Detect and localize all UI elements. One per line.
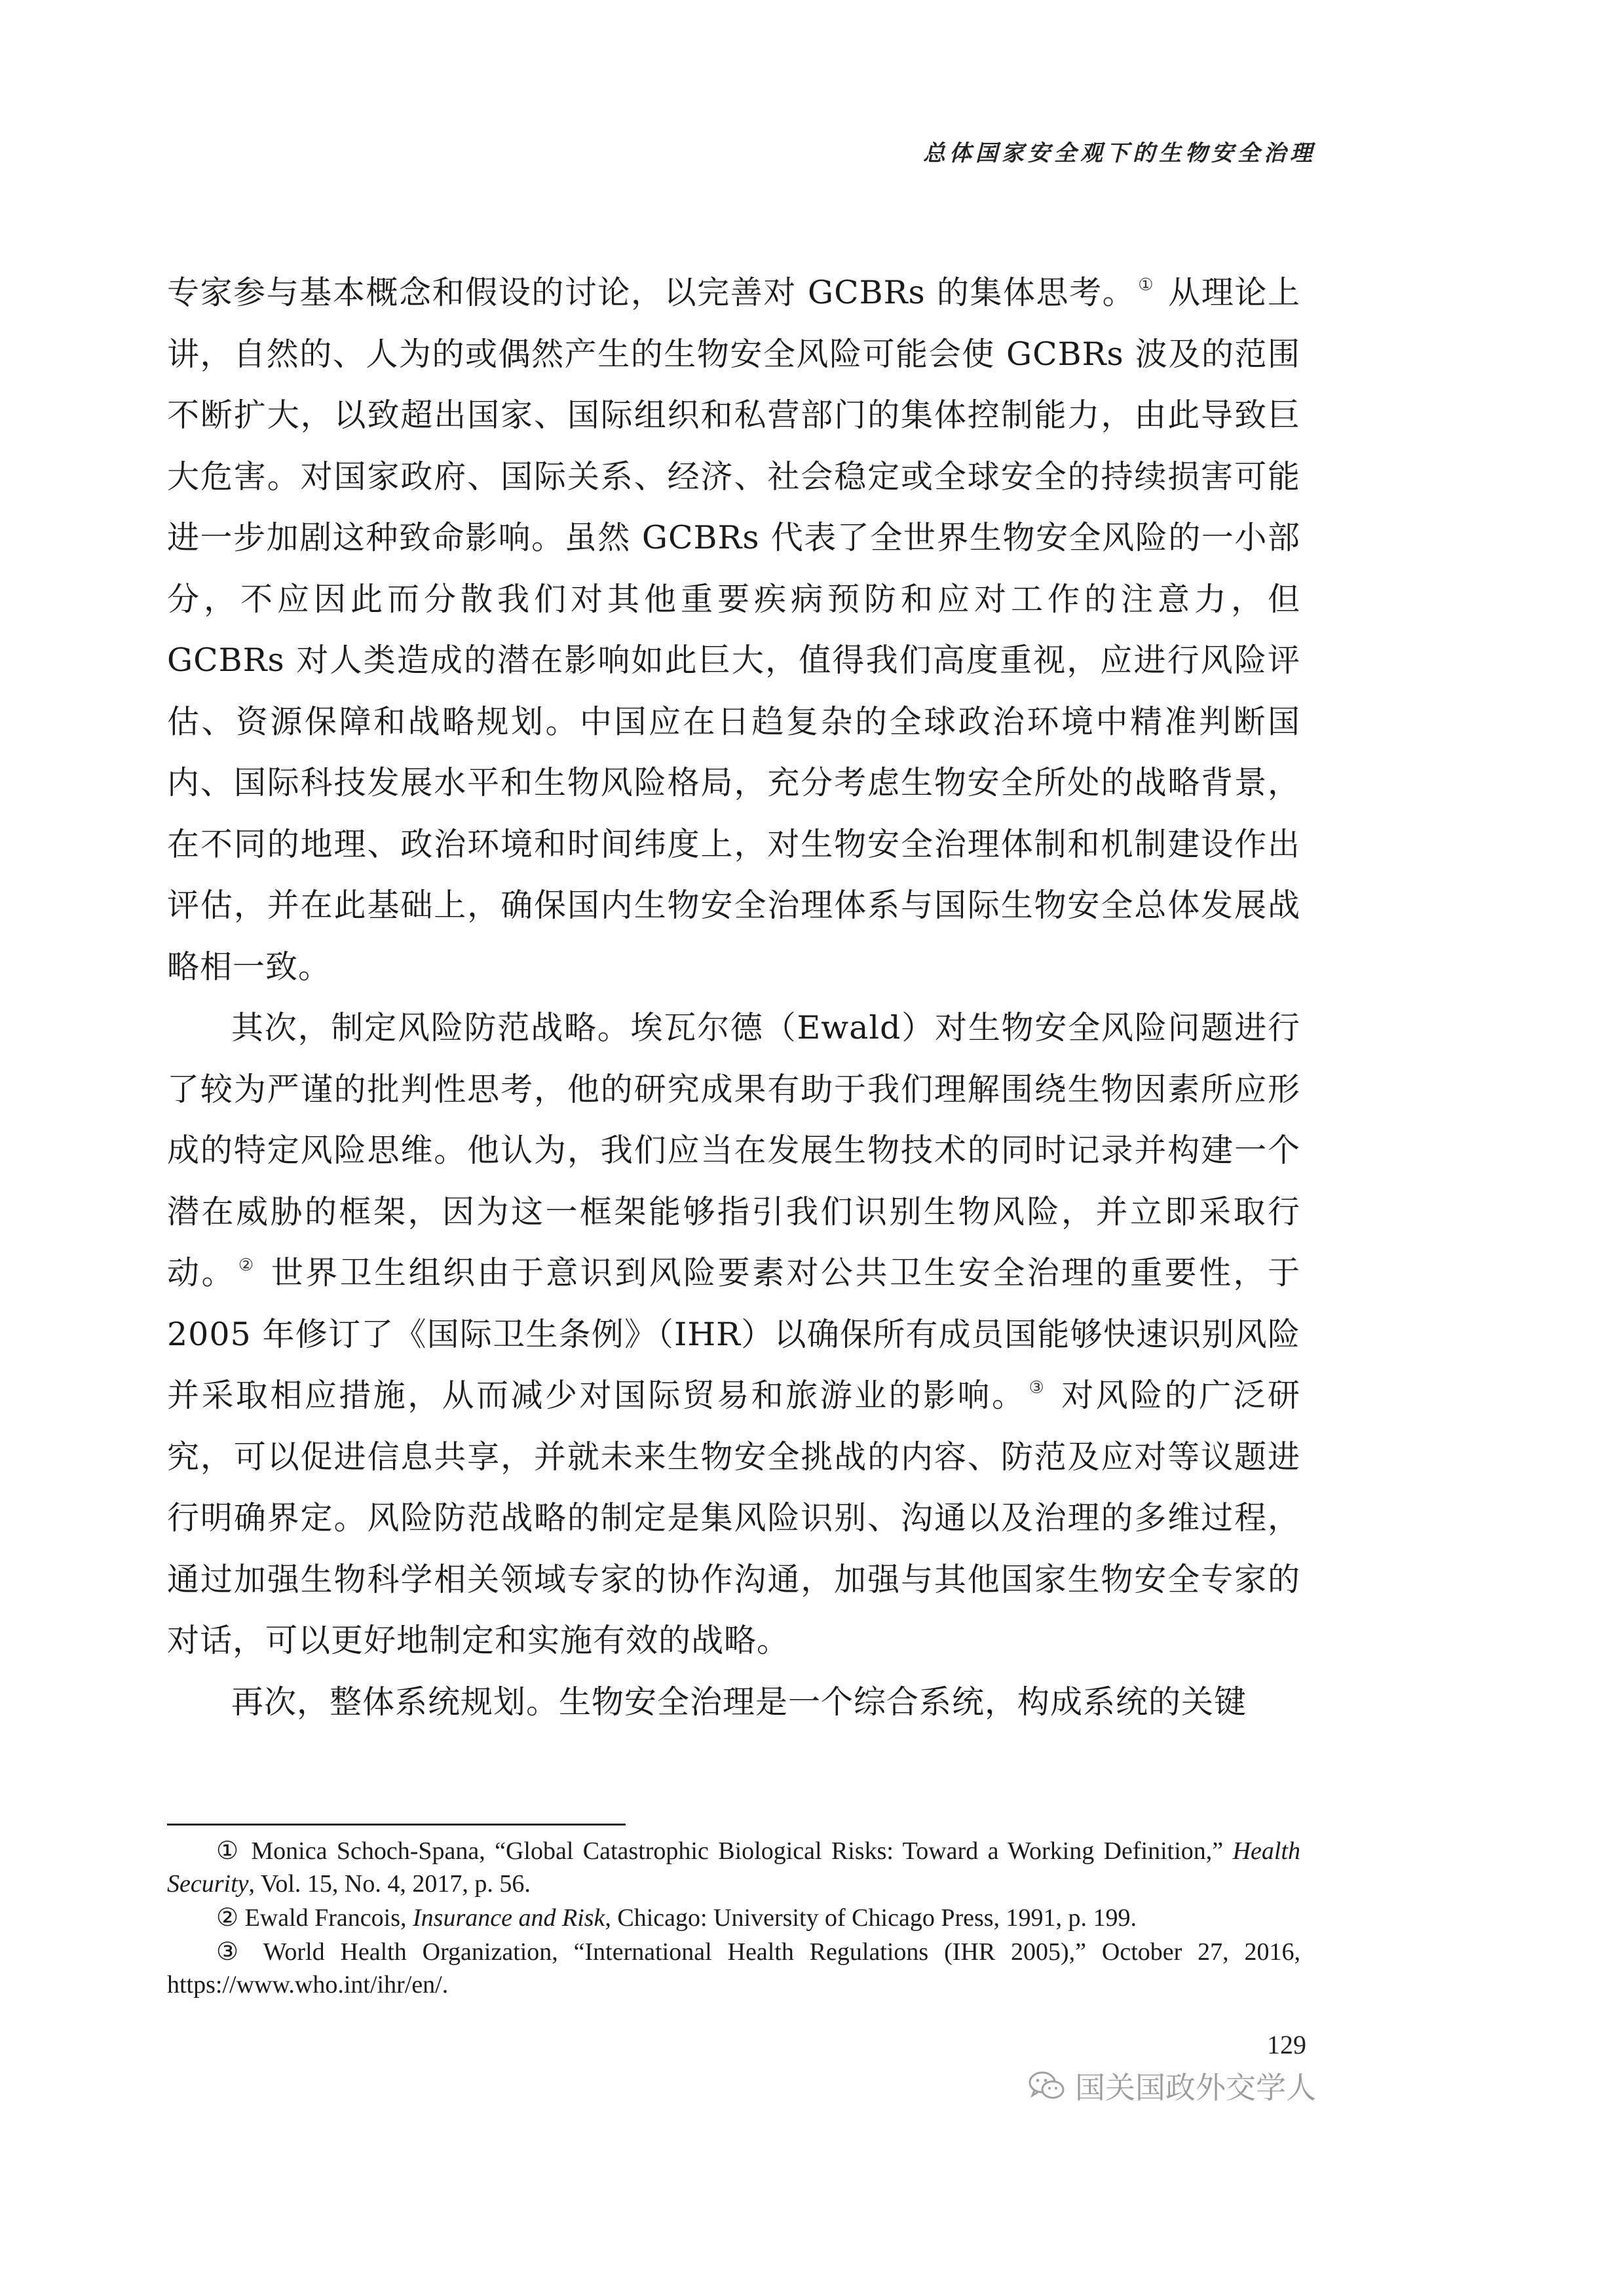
text-span: 其次，制定风险防范战略。埃瓦尔德（Ewald）对生物安全风险问题进行了较为严谨的批判性思考，他的研究成果有助于我们理解围绕生物因素所应形成的特定风险思维。他认为，我们应当在发展生物技术的同时记录并构建一个潜在威胁的框架，因为这一框架能够指引我们识别生物风险，并立即采取行动。 [167,1009,1300,1292]
main-body [167,262,1300,1732]
footnote-book-title: Insurance and Risk [413,1904,605,1932]
footnote-text: , Vol. 15, No. 4, 2017, p. 56. [248,1870,531,1898]
footnote-ref-2[interactable]: ② [238,1255,256,1275]
footnote-text: ③ World Health Organization, “International Health Regulations (IHR 2005),” October 27, 2016, https://www.who.int/ihr/en/. [167,1938,1300,1999]
footnote-divider [167,1824,626,1826]
footnote-text: , Chicago: University of Chicago Press, 1991, p. 199. [605,1904,1137,1932]
running-header: 总体国家安全观下的生物安全治理 [923,140,1316,166]
paragraph-1 [167,262,1300,997]
footnote-text: ① Monica Schoch-Spana, “Global Catastrophic Biological Risks: Toward a Working Definition,” [216,1837,1233,1865]
text-span: 从理论上讲，自然的、人为的或偶然产生的生物安全风险可能会使 GCBRs 波及的范围不断扩大，以致超出国家、国际组织和私营部门的集体控制能力，由此导致巨大危害。对国家政府、国际关系、经济、社会稳定或全球安全的持续损害可能进一步加剧这种致命影响。虽然 GCBRs 代表了全世界生物安全风险的一小部分，不应因此而分散我们对其他重要疾病预防和应对工作的注意力，但 GCBRs 对人类造成的潜在影响如此巨大，值得我们高度重视，应进行风险评估、资源保障和战略规划。中国应在日趋复杂的全球政治环境中精准判断国内、国际科技发展水平和生物风险格局，充分考虑生物安全所处的战略背景，在不同的地理、政治环境和时间纬度上，对生物安全治理体制和机制建设作出评估，并在此基础上，确保国内生物安全治理体系与国际生物安全总体发展战略相一致。 [167,274,1300,985]
text-span: 再次，整体系统规划。生物安全治理是一个综合系统，构成系统的关键 [231,1683,1247,1721]
wechat-icon [1028,2070,1066,2101]
footnote-3 [167,1936,1300,2001]
footnote-journal: Health Security [167,1837,1300,1898]
paragraph-2 [167,997,1300,1672]
footnote-ref-1[interactable]: ① [1138,275,1155,295]
watermark-text: 国关国政外交学人 [1075,2070,1316,2105]
text-span: 世界卫生组织由于意识到风险要素对公共卫生安全治理的重要性，于 2005 年修订了《国际卫生条例》（IHR）以确保所有成员国能够快速识别风险并采取相应措施，从而减少对国际贸易和旅游业的影响。 [167,1254,1301,1414]
text-span: 对风险的广泛研究，可以促进信息共享，并就未来生物安全挑战的内容、防范及应对等议题进行明确界定。风险防范战略的制定是集风险识别、沟通以及治理的多维过程，通过加强生物科学相关领域专家的协作沟通，加强与其他国家生物安全专家的对话，可以更好地制定和实施有效的战略。 [167,1377,1300,1659]
page-number: 129 [1267,2030,1306,2059]
paragraph-3 [167,1672,1300,1733]
footnotes [167,1835,1300,2002]
footnote-text: ② Ewald Francois, [216,1904,413,1932]
footnote-1 [167,1835,1300,1900]
text-span: 专家参与基本概念和假设的讨论，以完善对 GCBRs 的集体思考。 [167,274,1136,311]
watermark [1028,2064,1316,2107]
footnote-2 [167,1902,1300,1934]
footnote-ref-3[interactable]: ③ [1029,1378,1047,1398]
